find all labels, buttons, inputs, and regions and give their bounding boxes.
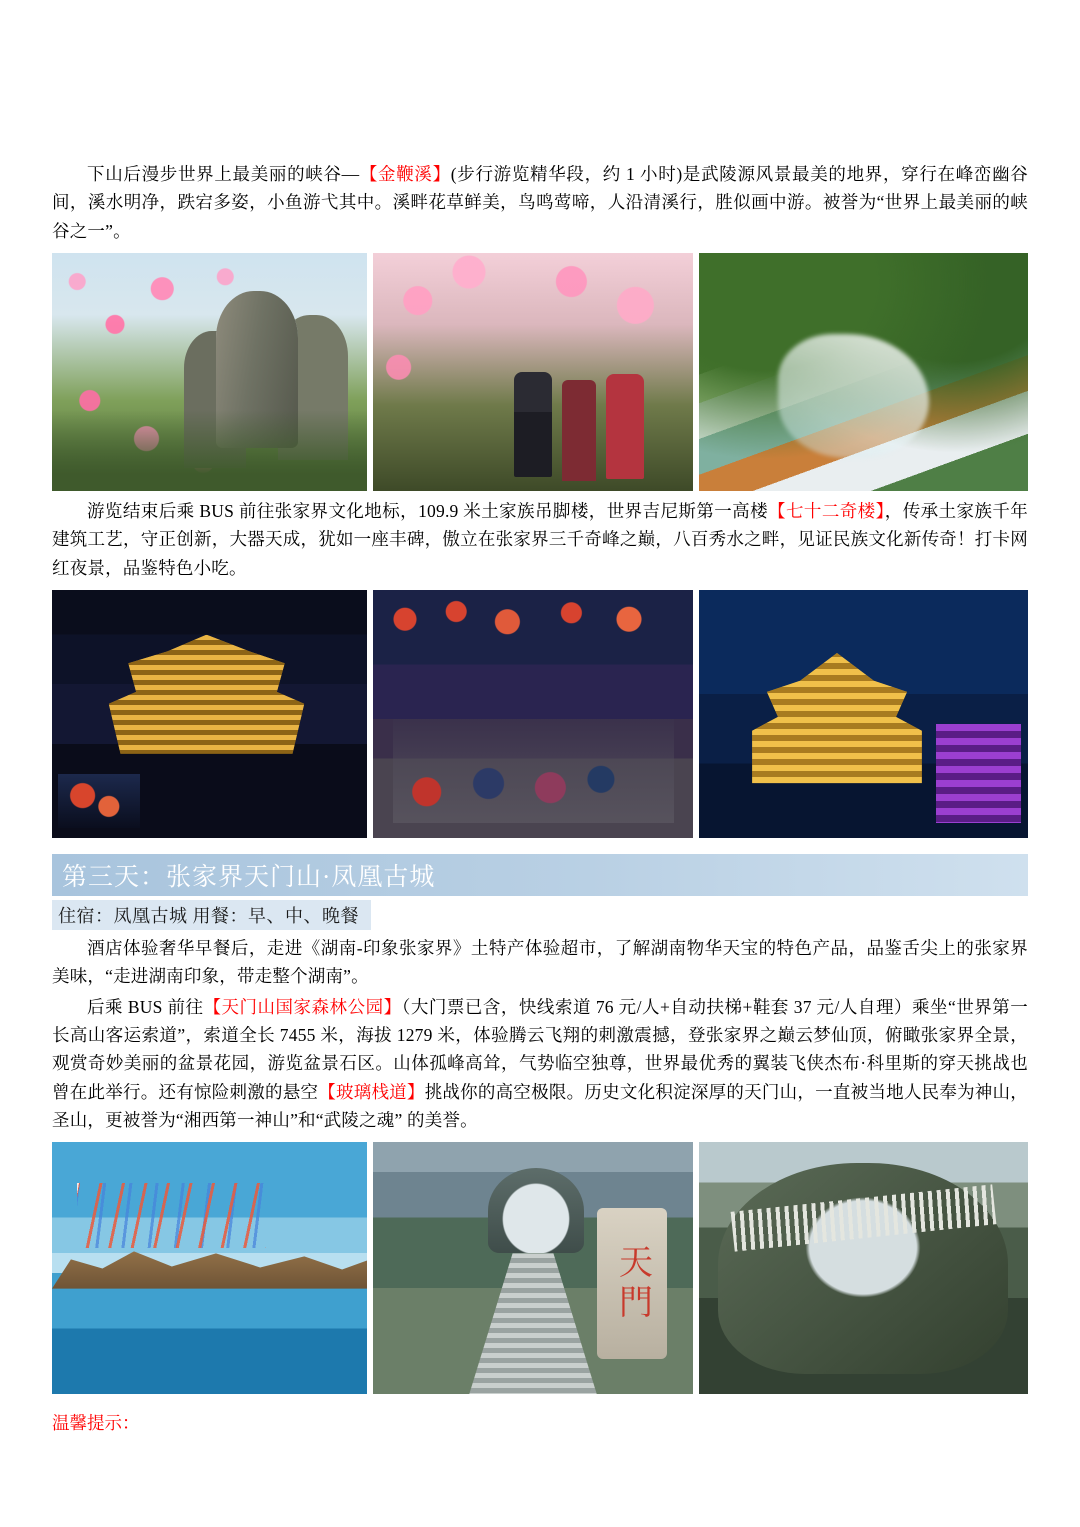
day-section-banner [52,854,1028,896]
tianmen-cave-stairs-photo [373,1142,692,1394]
paragraph-tianmenshan-part2: （大门票已含，快线索道 76 元/人+自动扶梯+鞋套 37 元/人自理）乘坐“世界第一长高山客运索道”，索道全长 7455 米，海拔 1279 米，体验腾云飞翔的刺激震撼，登张家界之巅云梦仙顶，俯瞰张家界全景，观赏奇妙美丽的盆景花园，游览盆景石区。山体孤峰高耸，气势临空独尊，世界最优秀的翼装飞侠杰布·科里斯的穿天挑战也曾在此举行。还有惊险刺激的悬空 [52,996,1029,1102]
highlight-wonder-tower: 【七十二奇楼】 [768,501,885,522]
paragraph-jinbianxi-part2: (步行游览精华段，约 1 小时)是武陵源风景最美的地界，穿行在峰峦幽谷间，溪水明净，跌宕多姿，小鱼游弋其中。溪畔花草鲜美，鸟鸣莺啼，人沿清溪行，胜似画中游。被誉为“世界上最美丽的峡谷之一”。 [52,164,1029,241]
highlight-tianmen-park: 【天门山国家森林公园】 [203,996,402,1017]
paragraph-wonder-tower-part1: 游览结束后乘 BUS 前往张家界文化地标，109.9 米土家族吊脚楼，世界吉尼斯第一高楼 [87,501,769,522]
paragraph-jinbianxi [52,160,1028,245]
stay-meal-line: 住宿：凤凰古城 用餐：早、中、晚餐 [52,900,371,930]
paragraph-tianmenshan [52,993,1028,1135]
peach-blossom-peak-photo [52,253,367,491]
paragraph-tianmenshan-part3: 挑战你的高空极限。历史文化积淀深厚的天门山，一直被当地人民奉为神山，圣山，更被誉为“湘西第一神山”和“武陵之魂” 的美誉。 [52,1081,1029,1131]
image-row-tianmenshan [52,1142,1028,1394]
paragraph-wonder-tower [52,497,1028,582]
tujia-street-market-photo [373,590,692,838]
page-top-margin [52,0,1028,160]
aerobatic-jets-over-lake-photo [52,1142,367,1394]
paragraph-tianmenshan-part1: 后乘 BUS 前往 [87,996,204,1017]
seventy-two-wonder-tower-night-photo [52,590,367,838]
day-section-title: 第三天：张家界天门山·凤凰古城 [62,864,436,892]
image-row-jinbianxi [52,253,1028,491]
visitors-under-blossom-photo [373,253,692,491]
stay-meal-wrapper [52,896,1028,930]
jinbianxi-stream-photo [699,253,1028,491]
paragraph-breakfast-shopping: 酒店体验奢华早餐后，走进《湖南-印象张家界》土特产体验超市，了解湖南物华天宝的特色产品，品鉴舌尖上的张家界美味，“走进湖南印象，带走整个湖南”。 [52,938,1028,987]
highlight-glass-walkway: 【玻璃栈道】 [318,1081,425,1102]
golden-tower-lights-photo [699,590,1028,838]
paragraph-jinbianxi-part1: 下山后漫步世界上最美丽的峡谷— [87,164,360,184]
warm-tip-label: 温馨提示： [52,1413,140,1434]
highlight-jinbianxi: 【金鞭溪】 [359,164,451,184]
stone-tablet-text: 天門 [597,1208,667,1359]
paragraph-wonder-tower-part2: ，传承土家族千年建筑工艺，守正创新，大器天成，犹如一座丰碑，傲立在张家界三千奇峰之巅，八百秀水之畔，见证民族文化新传奇！打卡网红夜景，品鉴特色小吃。 [52,501,1028,578]
cliff-glass-walkway-photo [699,1142,1028,1394]
image-row-wonder-tower [52,590,1028,838]
